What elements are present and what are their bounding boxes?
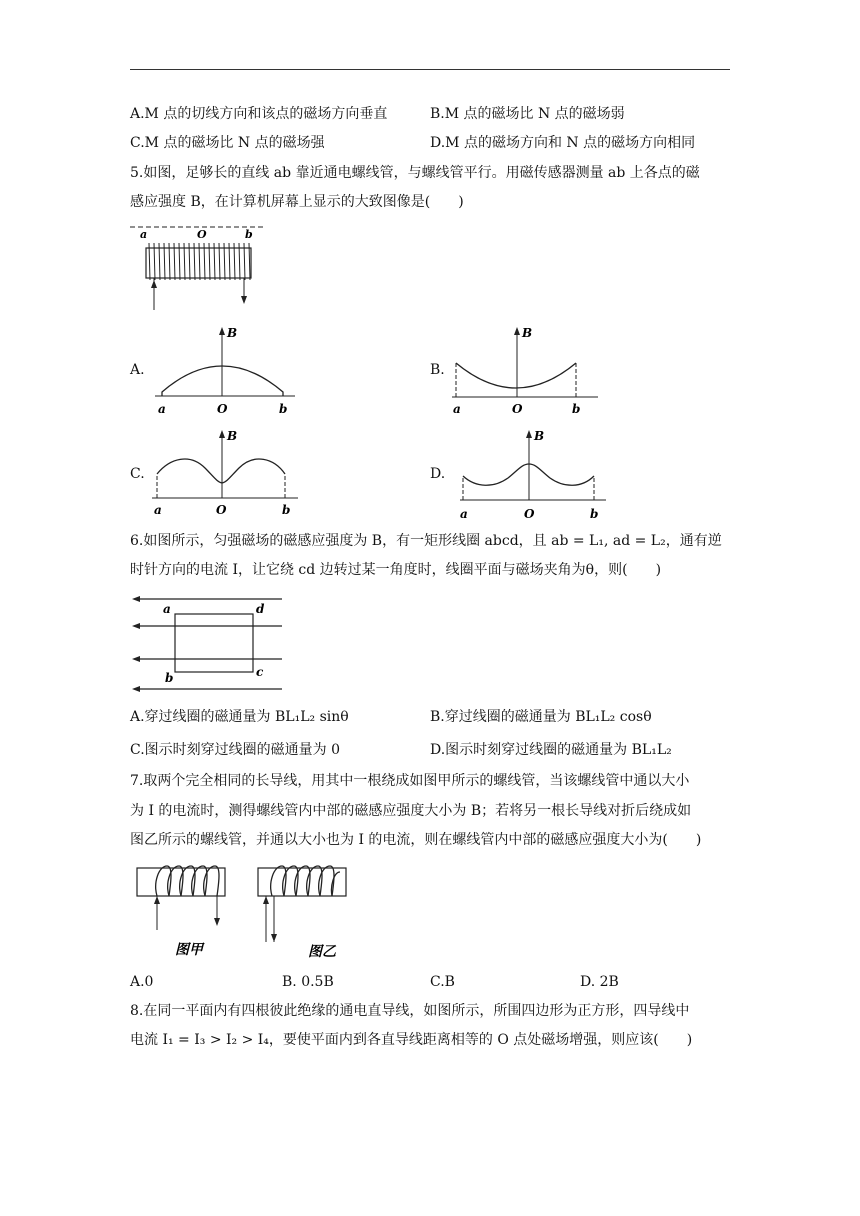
q5-ga-b: b [279, 402, 288, 416]
q6-fig-c: c [256, 665, 264, 679]
q5-graph-c[interactable] [150, 428, 300, 520]
q5-option-d[interactable]: D. [430, 466, 446, 482]
q5-gc-b: b [282, 503, 291, 517]
q5-fig-b: b [245, 228, 253, 241]
q5-stem-line1: 5.如图，足够长的直线 ab 靠近通电螺线管，与螺线管平行。用磁传感器测量 ab 上各点的磁 [130, 165, 700, 181]
q5-ga-axis: B [227, 326, 238, 340]
q7-stem-line1: 7.取两个完全相同的长导线，用其中一根绕成如图甲所示的螺线管，当该螺线管中通以大小 [130, 773, 690, 789]
q7-fig-jia-caption: 图甲 [175, 942, 203, 958]
q7-option-a[interactable]: A.0 [130, 974, 154, 990]
q6-fig-b: b [165, 671, 174, 685]
q7-solenoid-jia [135, 862, 235, 960]
q6-stem-line1: 6.如图所示，匀强磁场的磁感应强度为 B，有一矩形线圈 abcd，且 ab = L₁, ad = L₂，通有逆 [130, 533, 722, 549]
q5-gd-axis: B [534, 429, 545, 443]
q6-fig-a: a [163, 602, 171, 616]
q6-coil-figure [130, 592, 290, 696]
q6-option-a[interactable]: A.穿过线圈的磁通量为 BL₁L₂ sinθ [130, 709, 349, 725]
q6-option-b[interactable]: B.穿过线圈的磁通量为 BL₁L₂ cosθ [430, 709, 652, 725]
q5-gb-o: O [512, 402, 523, 416]
q5-graph-b[interactable] [450, 325, 600, 415]
q7-stem-line2: 为 I 的电流时，测得螺线管内中部的磁感应强度大小为 B；若将另一根长导线对折后绕成如 [130, 803, 692, 819]
q5-gc-a: a [154, 503, 162, 517]
q4-option-c[interactable]: C.M 点的磁场比 N 点的磁场强 [130, 135, 325, 151]
q4-option-d[interactable]: D.M 点的磁场方向和 N 点的磁场方向相同 [430, 135, 696, 151]
q5-option-b[interactable]: B. [430, 362, 445, 378]
q7-option-d[interactable]: D. 2B [580, 974, 619, 990]
q5-gb-a: a [453, 402, 461, 416]
q6-option-c[interactable]: C.图示时刻穿过线圈的磁通量为 0 [130, 742, 341, 758]
q7-option-c[interactable]: C.B [430, 974, 455, 990]
q4-option-b[interactable]: B.M 点的磁场比 N 点的磁场弱 [430, 106, 625, 122]
q5-option-a[interactable]: A. [130, 362, 145, 378]
q5-fig-o: O [197, 228, 207, 241]
q5-gb-axis: B [522, 326, 533, 340]
q7-option-b[interactable]: B. 0.5B [282, 974, 334, 990]
q5-ga-a: a [158, 402, 166, 416]
q5-graph-d[interactable] [458, 428, 608, 520]
q5-gd-b: b [590, 507, 599, 521]
q8-stem-line1: 8.在同一平面内有四根彼此绝缘的通电直导线，如图所示，所围四边形为正方形，四导线中 [130, 1003, 690, 1019]
q6-stem-line2: 时针方向的电流 I，让它绕 cd 边转过某一角度时，线圈平面与磁场夹角为θ，则( ) [130, 562, 662, 578]
q4-option-a[interactable]: A.M 点的切线方向和该点的磁场方向垂直 [130, 106, 388, 122]
q5-solenoid-figure [130, 222, 270, 312]
q5-gc-axis: B [227, 429, 238, 443]
q5-ga-o: O [217, 402, 228, 416]
q8-stem-line2: 电流 I₁ = I₃ > I₂ > I₄，要使平面内到各直导线距离相等的 O 点处磁场增强，则应该( ) [130, 1032, 693, 1048]
q7-solenoid-yi [256, 862, 356, 960]
q7-stem-line3: 图乙所示的螺线管，并通以大小也为 I 的电流，则在螺线管内中部的磁感应强度大小为( ) [130, 832, 702, 848]
q5-gc-o: O [216, 503, 227, 517]
q5-gb-b: b [572, 402, 581, 416]
q5-option-c[interactable]: C. [130, 466, 145, 482]
q5-gd-a: a [460, 507, 468, 521]
q6-option-d[interactable]: D.图示时刻穿过线圈的磁通量为 BL₁L₂ [430, 742, 672, 758]
q5-fig-a: a [140, 228, 148, 241]
q5-stem-line2: 感应强度 B，在计算机屏幕上显示的大致图像是( ) [130, 194, 464, 210]
header-rule [130, 69, 730, 70]
q7-fig-yi-caption: 图乙 [308, 944, 336, 960]
q5-graph-a[interactable] [150, 325, 300, 415]
q6-fig-d: d [256, 602, 265, 616]
q5-gd-o: O [524, 507, 535, 521]
